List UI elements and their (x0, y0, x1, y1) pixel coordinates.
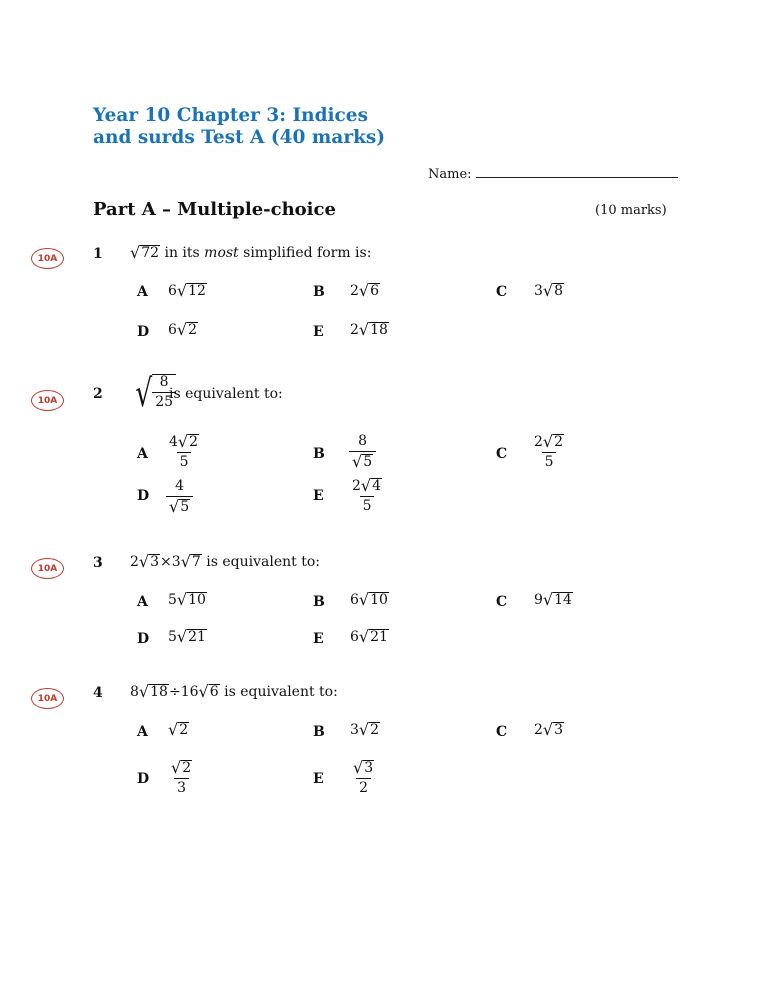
option-letter: A (137, 594, 148, 610)
option-letter: E (313, 631, 324, 647)
option-answer[interactable]: 3 √ 2 (350, 720, 380, 739)
part-title: Part A – Multiple-choice (93, 199, 336, 220)
title-line-1: Year 10 Chapter 3: Indices (93, 105, 368, 126)
option-answer[interactable]: 6 √ 21 (350, 627, 388, 646)
option-answer[interactable]: 4 √ 5 (166, 479, 193, 515)
name-underline[interactable] (476, 165, 678, 178)
option-answer[interactable]: 8 √ 5 (349, 434, 376, 470)
question-expression: √ $\frac{8}{25}$ (128, 374, 176, 412)
document-title (93, 105, 513, 149)
option-answer[interactable]: 5 √ 10 (168, 590, 206, 609)
option-answer[interactable]: 2 √ 2 5 (534, 432, 564, 470)
option-letter: C (496, 446, 508, 462)
option-answer[interactable]: √ 2 (168, 720, 189, 739)
option-letter: D (137, 771, 150, 787)
option-answer[interactable]: √ 3 2 (353, 758, 374, 796)
option-letter: C (496, 284, 508, 300)
level-badge: 10A (31, 688, 64, 709)
name-field[interactable] (428, 165, 678, 182)
option-answer[interactable]: 6 √ 12 (168, 281, 206, 300)
title-line-2: and surds Test A (40 marks) (93, 127, 386, 148)
option-answer[interactable]: 2 √ 18 (350, 320, 388, 339)
option-letter: D (137, 631, 150, 647)
option-answer[interactable]: 6 √ 2 (168, 320, 198, 339)
option-answer[interactable]: 3 √ 8 (534, 281, 564, 300)
option-letter: C (496, 594, 508, 610)
option-letter: A (137, 446, 148, 462)
question-text: √ 72 in its most simplified form is: (130, 243, 372, 262)
option-answer[interactable]: 2 √ 3 (534, 720, 564, 739)
question-number: 4 (93, 685, 103, 701)
question-text: is equivalent to: (169, 386, 283, 402)
option-letter: E (313, 488, 324, 504)
option-answer[interactable]: 4 √ 2 5 (169, 432, 199, 470)
option-letter: D (137, 324, 150, 340)
question-number: 2 (93, 386, 103, 402)
option-letter: E (313, 771, 324, 787)
option-letter: B (313, 446, 325, 462)
option-letter: A (137, 724, 148, 740)
option-letter: B (313, 284, 325, 300)
option-letter: E (313, 324, 324, 340)
option-letter: C (496, 724, 508, 740)
name-label: Name: (428, 167, 472, 182)
option-answer[interactable]: 5 √ 21 (168, 627, 206, 646)
level-badge: 10A (31, 390, 64, 411)
option-answer[interactable]: 2 √ 6 (350, 281, 380, 300)
sqrt-expression: √ 72 (130, 243, 160, 262)
option-answer[interactable]: √ 2 3 (171, 758, 192, 796)
level-badge: 10A (31, 248, 64, 269)
option-letter: B (313, 724, 325, 740)
option-answer[interactable]: 9 √ 14 (534, 590, 572, 609)
option-answer[interactable]: 6 √ 10 (350, 590, 388, 609)
option-letter: B (313, 594, 325, 610)
level-badge: 10A (31, 558, 64, 579)
question-number: 1 (93, 246, 103, 262)
question-text: 2 √ 3 ×3 √ 7 is equivalent to: (130, 552, 321, 571)
option-letter: D (137, 488, 150, 504)
option-answer[interactable]: 2 √ 4 5 (352, 476, 382, 514)
part-marks: (10 marks) (595, 203, 667, 218)
option-letter: A (137, 284, 148, 300)
question-number: 3 (93, 555, 103, 571)
question-text: 8 √ 18 ÷16 √ 6 is equivalent to: (130, 682, 338, 701)
